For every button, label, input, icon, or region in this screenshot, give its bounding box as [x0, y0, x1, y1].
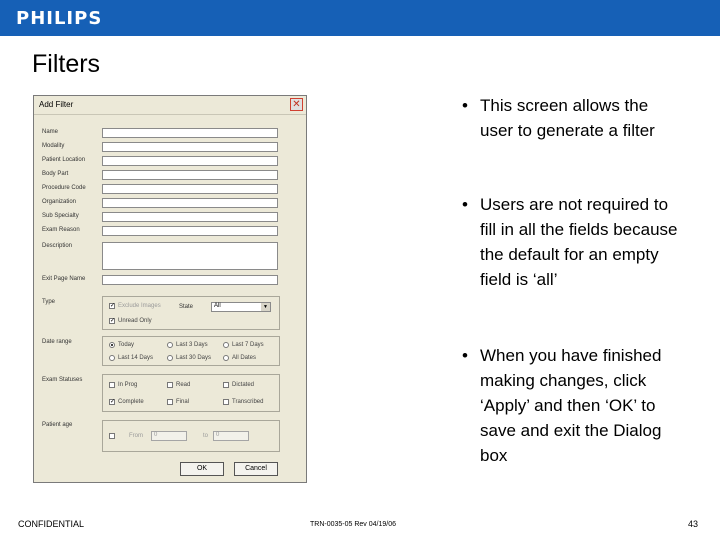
organization-input[interactable] — [102, 198, 278, 208]
status-text: In Prog — [118, 382, 138, 388]
name-label: Name — [42, 129, 59, 135]
radio-icon[interactable] — [109, 355, 115, 361]
description-label: Description — [42, 243, 73, 249]
radio-icon[interactable] — [223, 355, 229, 361]
checkbox-icon[interactable] — [167, 382, 173, 388]
organization-label: Organization — [42, 199, 77, 205]
header-bar — [0, 0, 720, 36]
date-option-all[interactable] — [223, 355, 256, 361]
checkbox-icon[interactable]: ✓ — [110, 399, 116, 405]
exam-reason-input[interactable] — [102, 226, 278, 236]
unread-only-checkbox[interactable]: ✓ — [110, 318, 116, 324]
status-text: Transcribed — [232, 399, 264, 405]
dialog-title: Add Filter — [39, 100, 74, 109]
patient-location-label: Patient Location — [42, 157, 86, 163]
state-select[interactable] — [211, 302, 271, 312]
date-option-30-days[interactable] — [167, 355, 211, 361]
dropdown-arrow-icon[interactable]: ▼ — [261, 303, 270, 311]
bullet-text: When you have finished making changes, click ‘Apply’ and then ‘OK’ to save and exit the Dialog box — [480, 346, 662, 465]
modality-input[interactable] — [102, 142, 278, 152]
radio-icon[interactable] — [167, 342, 173, 348]
bullet-item — [462, 93, 702, 143]
status-complete[interactable] — [109, 399, 144, 405]
date-option-text: All Dates — [232, 355, 257, 361]
radio-icon[interactable] — [109, 342, 115, 348]
bullet-dot-icon: • — [462, 195, 468, 214]
footer-confidential: CONFIDENTIAL — [18, 519, 85, 529]
date-option-today[interactable] — [109, 342, 134, 348]
status-final[interactable] — [167, 399, 189, 405]
status-read[interactable] — [167, 382, 190, 388]
checkbox-icon[interactable] — [223, 382, 229, 388]
date-option-text: Last 3 Days — [176, 342, 208, 348]
checkbox-icon[interactable] — [167, 399, 173, 405]
ok-button[interactable]: OK — [180, 462, 224, 476]
date-option-text: Today — [118, 342, 135, 348]
bullet-dot-icon: • — [462, 346, 468, 365]
status-in-prog[interactable] — [109, 382, 137, 388]
status-text: Final — [176, 399, 190, 405]
sub-specialty-label: Sub Specialty — [42, 213, 79, 219]
status-dictated[interactable] — [223, 382, 254, 388]
dialog-title-bar — [34, 96, 306, 115]
status-text: Dictated — [232, 382, 255, 388]
age-from-label: From — [129, 433, 143, 439]
footer-page-number: 43 — [688, 519, 699, 529]
date-option-3-days[interactable] — [167, 342, 208, 348]
body-part-input[interactable] — [102, 170, 278, 180]
exam-statuses-label: Exam Statuses — [42, 377, 83, 383]
date-option-text: Last 7 Days — [232, 342, 264, 348]
exclude-images-option[interactable] — [109, 303, 161, 309]
sub-specialty-input[interactable] — [102, 212, 278, 222]
philips-logo: PHILIPS — [16, 8, 103, 29]
patient-age-group — [102, 420, 280, 452]
exclude-images-text: Exclude Images — [118, 303, 161, 309]
footer-doc-id: TRN-0035-05 Rev 04/19/06 — [310, 521, 396, 528]
state-label: State — [179, 304, 194, 310]
patient-age-label: Patient age — [42, 422, 73, 428]
add-filter-dialog — [33, 95, 307, 483]
exam-statuses-group — [102, 374, 280, 412]
patient-location-input[interactable] — [102, 156, 278, 166]
checkbox-icon[interactable] — [223, 399, 229, 405]
checkbox-icon[interactable] — [109, 433, 115, 439]
patient-age-enable[interactable] — [109, 433, 115, 439]
bullet-item — [462, 192, 702, 292]
status-transcribed[interactable] — [223, 399, 263, 405]
status-text: Complete — [118, 399, 144, 405]
radio-icon[interactable] — [167, 355, 173, 361]
unread-only-text: Unread Only — [118, 318, 152, 324]
age-from-input[interactable]: 0 — [151, 431, 187, 441]
close-button[interactable]: ✕ — [290, 98, 303, 111]
bullet-item — [462, 343, 702, 468]
bullet-text: This screen allows the user to generate a filter — [480, 96, 655, 140]
slide-title: Filters — [32, 50, 101, 78]
cancel-button[interactable]: Cancel — [234, 462, 278, 476]
status-text: Read — [176, 382, 191, 388]
type-label: Type — [42, 299, 56, 305]
date-range-label: Date range — [42, 339, 72, 345]
name-input[interactable] — [102, 128, 278, 138]
date-option-14-days[interactable] — [109, 355, 153, 361]
bullet-dot-icon: • — [462, 96, 468, 115]
procedure-code-input[interactable] — [102, 184, 278, 194]
exit-page-name-label: Exit Page Name — [42, 276, 86, 282]
checkbox-icon[interactable] — [109, 382, 115, 388]
type-group — [102, 296, 280, 330]
exit-page-name-input[interactable] — [102, 275, 278, 285]
modality-label: Modality — [42, 143, 65, 149]
state-select-value: All — [214, 303, 221, 309]
age-to-input[interactable]: 0 — [213, 431, 249, 441]
body-part-label: Body Part — [42, 171, 69, 177]
date-option-7-days[interactable] — [223, 342, 264, 348]
date-option-text: Last 14 Days — [118, 355, 154, 361]
procedure-code-label: Procedure Code — [42, 185, 86, 191]
unread-only-option[interactable] — [109, 318, 152, 324]
date-range-group — [102, 336, 280, 366]
exam-reason-label: Exam Reason — [42, 227, 80, 233]
bullet-text: Users are not required to fill in all the fields because the default for an empty field is ‘all’ — [480, 195, 678, 289]
exclude-images-checkbox[interactable]: ✓ — [110, 303, 116, 309]
description-input[interactable] — [102, 242, 278, 270]
radio-icon[interactable] — [223, 342, 229, 348]
age-to-label: to — [203, 433, 209, 439]
date-option-text: Last 30 Days — [176, 355, 212, 361]
